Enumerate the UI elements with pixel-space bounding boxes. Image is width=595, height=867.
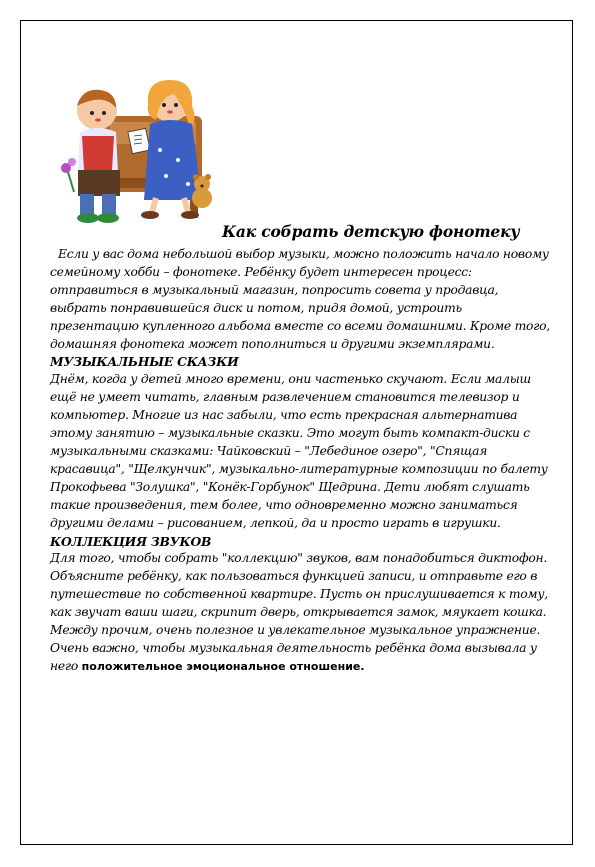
article-body xyxy=(50,246,550,676)
page-title: Как собрать детскую фонотеку xyxy=(222,222,520,241)
children-illustration xyxy=(52,80,222,230)
intro-paragraph: Если у вас дома небольшой выбор музыки, можно положить начало новому семейному хобби – фонотеке. Ребёнку будет интересен процесс: отправиться в музыкальный магазин, попросить совета у продавца, выбрать понравившейся диск и потом, придя домой, устроить презентацию купленного альбома вместе со всеми домашними. Кроме того, домашняя фонотека может пополниться и другими экземплярами. xyxy=(50,247,550,351)
section-heading-music-tales: МУЗЫКАЛЬНЫЕ СКАЗКИ xyxy=(50,354,239,370)
section-text-sound-collection: Для того, чтобы собрать "коллекцию" звуков, вам понадобиться диктофон. Объясните ребёнку, как пользоваться функцией записи, и отправьте его в путешествие по собственной квартире. Пусть он прислушивается к тому, как звучат ваши шаги, скрипит дверь, открывается замок, мяукает кошка. Между прочим, очень полезное и увлекательное музыкальное упражнение. xyxy=(50,551,548,638)
closing-paragraph xyxy=(50,640,550,676)
section-heading-sound-collection: КОЛЛЕКЦИЯ ЗВУКОВ xyxy=(50,533,212,549)
closing-text: Очень важно, чтобы музыкальная деятельность ребёнка дома вызывала у него xyxy=(50,640,537,673)
closing-emphasis: положительное эмоциональное отношение. xyxy=(81,659,365,673)
section-text-music-tales: Днём, когда у детей много времени, они частенько скучают. Если малыш ещё не умеет читать, главным развлечением становится телевизор и компьютер. Многие из нас забыли, что есть прекрасная альтернатива этому занятию – музыкальные сказки. Это могут быть компакт-диски с музыкальными сказками: Чайковский – "Лебединое озеро", "Спящая красавица", "Щелкунчик", музыкально-литературные композиции по балету Прокофьева "Золушка", "Конёк-Горбунок" Щедрина. Дети любят слушать такие произведения, тем более, что одновременно можно заниматься другими делами – рисованием, лепкой, да и просто играть в игрушки. xyxy=(50,372,548,530)
